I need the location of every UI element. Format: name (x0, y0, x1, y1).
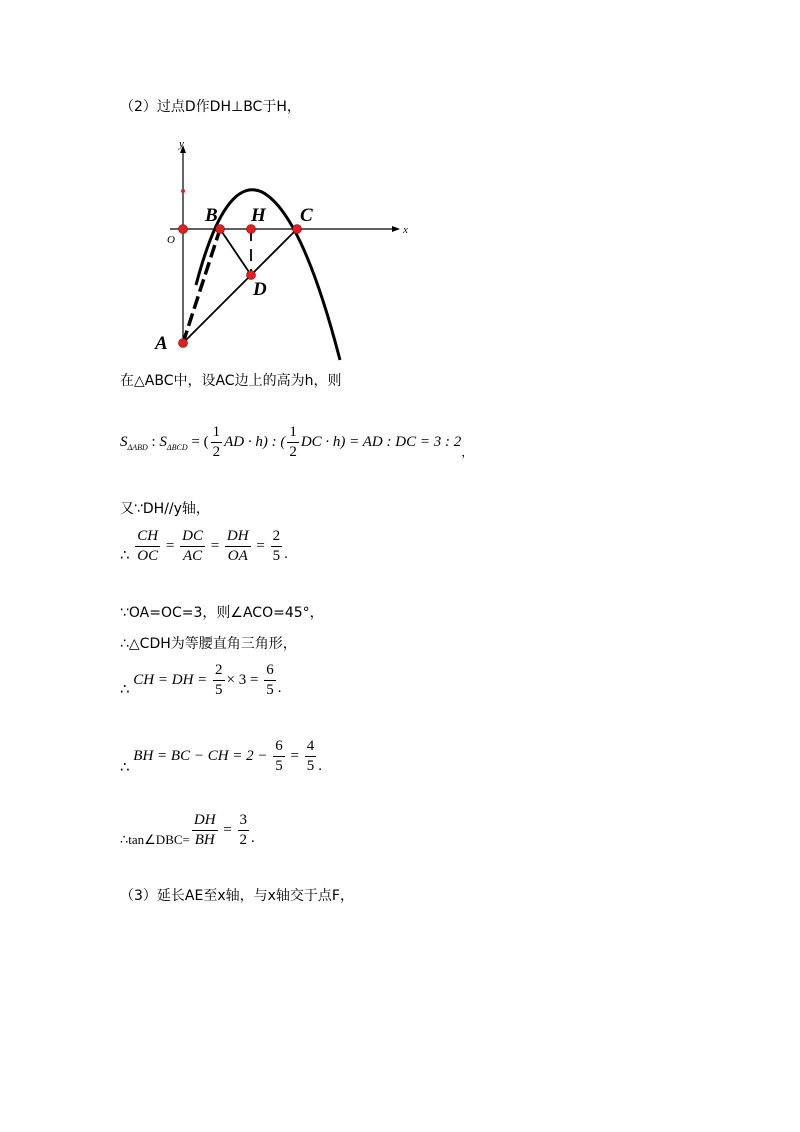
label-o: O (167, 234, 175, 246)
fraction-dc-ac: $\frac{DC}{AC}$ (182, 528, 203, 564)
fraction-dh-bh: $\frac{DH}{BH}$ (193, 812, 216, 848)
part2-heading: （2）过点D作DH⊥BC于H， (120, 99, 301, 115)
fraction-dh-oa: $\frac{DH}{OA}$ (226, 528, 249, 564)
ratio-equation: ∴ $\frac{CH}{OC}$ = $\frac{DC}{AC}$ = $\frac{DH}{OA}$ = $\frac{2}{5}$ . (120, 528, 288, 564)
parallel-sentence: 又∵DH//y轴， (120, 501, 210, 517)
label-c: C (300, 205, 313, 226)
fraction-half-2: $\frac{1}{2}$ (289, 424, 297, 460)
tan-equation: ∴tan∠DBC= $\frac{DH}{BH}$ = $\frac{3}{2}$ . (120, 812, 255, 848)
label-y: y (179, 138, 184, 150)
point-a (179, 339, 188, 348)
area-ratio-equation: $S_{\Delta ABD}$ : $S_{\Delta BCD}$ = ( $\frac{1}{2}$ AD · h) : ( $\frac{1}{2}$ DC · h) = AD : DC = 3 : $2_,$ (120, 424, 474, 460)
x-axis-arrow (392, 226, 400, 232)
segment-ab (183, 229, 220, 343)
segment-cd (251, 229, 297, 275)
triangle-sentence: 在△ABC中，设AC边上的高为h，则 (120, 373, 342, 389)
fraction-3-2: $\frac{3}{2}$ (239, 812, 248, 848)
label-b: B (205, 205, 218, 226)
fraction-half-1: $\frac{1}{2}$ (212, 424, 221, 460)
label-x: x (403, 224, 408, 236)
fraction-6-5: $\frac{6}{5}$ (266, 662, 274, 698)
point-o (179, 225, 188, 234)
point-small (181, 189, 185, 193)
fraction-6-5-b: $\frac{6}{5}$ (275, 738, 283, 774)
label-a: A (155, 333, 168, 354)
bh-equation: ∴ BH = BC − CH = 2 − $\frac{6}{5}$ = $\frac{4}{5}$ . (120, 738, 323, 776)
fraction-2-5-b: $\frac{2}{5}$ (215, 662, 223, 698)
segment-ad (183, 275, 251, 343)
oa-oc-sentence: ∵OA=OC=3，则∠ACO=45°， (120, 605, 324, 621)
label-h: H (251, 205, 266, 226)
fraction-4-5: $\frac{4}{5}$ (306, 738, 315, 774)
fraction-2-5: $\frac{2}{5}$ (272, 528, 281, 564)
segment-bd (220, 229, 251, 275)
parabola-figure (150, 135, 410, 365)
fraction-ch-oc: $\frac{CH}{OC}$ (137, 528, 159, 564)
label-d: D (253, 279, 267, 300)
part3-heading: （3）延长AE至x轴，与x轴交于点F， (120, 888, 354, 904)
ch-dh-equation: ∴ CH = DH = $\frac{2}{5}$ × 3 = $\frac{6}{5}$ . (120, 662, 282, 698)
cdh-sentence: ∴△CDH为等腰直角三角形， (120, 636, 297, 652)
